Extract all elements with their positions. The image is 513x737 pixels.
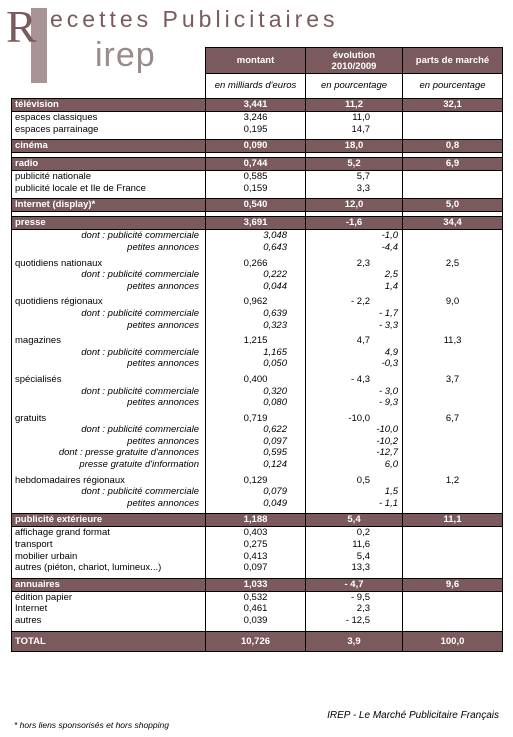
cell-evolution: 11,0 (306, 112, 403, 124)
table-row (12, 436, 503, 448)
cell-evolution: -10,0 (306, 424, 403, 436)
table-row (12, 413, 503, 425)
cell-montant: 0,275 (206, 539, 306, 551)
category-row (12, 199, 503, 212)
cell-label: petites annonces (12, 397, 206, 409)
source-text: IREP - Le Marché Publicitaire Français (327, 710, 499, 721)
cell-parts (403, 358, 503, 370)
category-row (12, 578, 503, 591)
cell-evolution: 11,6 (306, 539, 403, 551)
category-row (12, 140, 503, 153)
cell-evolution: 4,7 (306, 335, 403, 347)
cell-parts (403, 281, 503, 293)
cell-evolution: - 1,7 (306, 308, 403, 320)
cell-montant: 0,639 (206, 308, 306, 320)
table-row (12, 230, 503, 242)
cell-montant: 1,188 (206, 514, 306, 527)
cell-label: autres (12, 615, 206, 627)
cell-montant: 0,039 (206, 615, 306, 627)
cell-montant: 0,643 (206, 242, 306, 254)
cell-montant: 1,215 (206, 335, 306, 347)
cell-parts (403, 498, 503, 510)
table-row (12, 335, 503, 347)
cell-montant: 0,222 (206, 269, 306, 281)
cell-evolution: -1,0 (306, 230, 403, 242)
cell-montant: 1,033 (206, 578, 306, 591)
cell-label: spécialisés (12, 374, 206, 386)
cell-parts (403, 615, 503, 627)
cell-label: presse gratuite d'information (12, 459, 206, 471)
table-row (12, 424, 503, 436)
cell-parts (403, 242, 503, 254)
cell-parts: 3,7 (403, 374, 503, 386)
cell-evolution: 2,3 (306, 603, 403, 615)
cell-montant: 3,691 (206, 217, 306, 230)
cell-montant: 0,050 (206, 358, 306, 370)
cell-evolution: 3,9 (306, 631, 403, 651)
cell-label: mobilier urbain (12, 551, 206, 563)
table-row (12, 475, 503, 487)
cell-montant: 0,159 (206, 183, 306, 195)
cell-parts: 32,1 (403, 99, 503, 112)
cell-label: petites annonces (12, 320, 206, 332)
table-row (12, 374, 503, 386)
unit-montant: en milliards d'euros (206, 74, 306, 99)
table-row (12, 112, 503, 124)
cell-label: TOTAL (12, 631, 206, 651)
cell-montant: 0,323 (206, 320, 306, 332)
cell-label: affichage grand format (12, 527, 206, 539)
units-blank (12, 74, 206, 99)
cell-evolution: 11,2 (306, 99, 403, 112)
cell-parts: 2,5 (403, 258, 503, 270)
table-row (12, 124, 503, 136)
cell-evolution: 5,2 (306, 158, 403, 171)
cell-montant: 0,320 (206, 386, 306, 398)
cell-parts (403, 397, 503, 409)
cell-evolution: 1,4 (306, 281, 403, 293)
table-row (12, 447, 503, 459)
cell-label: petites annonces (12, 358, 206, 370)
cell-label: quotidiens régionaux (12, 296, 206, 308)
cell-label: annuaires (12, 578, 206, 591)
cell-montant: 10,726 (206, 631, 306, 651)
cell-label: hebdomadaires régionaux (12, 475, 206, 487)
table-row (12, 459, 503, 471)
table-row (12, 615, 503, 627)
page-title: ecettes Publicitaires (50, 6, 339, 32)
cell-parts: 1,2 (403, 475, 503, 487)
footnote: * hors liens sponsorisés et hors shopping (14, 720, 169, 730)
cell-label: dont : publicité commerciale (12, 269, 206, 281)
cell-montant: 0,129 (206, 475, 306, 487)
cell-evolution: -10,0 (306, 413, 403, 425)
cell-evolution: -0,3 (306, 358, 403, 370)
cell-label: gratuits (12, 413, 206, 425)
cell-montant: 3,441 (206, 99, 306, 112)
cell-parts (403, 269, 503, 281)
cell-label: espaces parrainage (12, 124, 206, 136)
cell-parts (403, 124, 503, 136)
cell-label: petites annonces (12, 436, 206, 448)
cell-label: Internet (display)* (12, 199, 206, 212)
table-row (12, 527, 503, 539)
table-row (12, 397, 503, 409)
cell-evolution: 13,3 (306, 562, 403, 574)
cell-parts (403, 447, 503, 459)
cell-label: autres (piéton, chariot, lumineux...) (12, 562, 206, 574)
cell-montant: 1,165 (206, 347, 306, 359)
cell-label: dont : presse gratuite d'annonces (12, 447, 206, 459)
category-row (12, 217, 503, 230)
cell-parts (403, 562, 503, 574)
cell-parts (403, 486, 503, 498)
cell-montant: 0,461 (206, 603, 306, 615)
table-row (12, 486, 503, 498)
cell-evolution: 2,3 (306, 258, 403, 270)
cell-evolution: 1,5 (306, 486, 403, 498)
cell-montant: 0,400 (206, 374, 306, 386)
cell-label: magazines (12, 335, 206, 347)
cell-montant: 0,044 (206, 281, 306, 293)
cell-parts (403, 320, 503, 332)
category-row (12, 158, 503, 171)
unit-parts: en pourcentage (403, 74, 503, 99)
cell-parts: 9,6 (403, 578, 503, 591)
cell-evolution: - 9,3 (306, 397, 403, 409)
cell-parts (403, 183, 503, 195)
category-row (12, 99, 503, 112)
cell-montant: 0,049 (206, 498, 306, 510)
cell-evolution: 12,0 (306, 199, 403, 212)
cell-montant: 0,403 (206, 527, 306, 539)
cell-label: transport (12, 539, 206, 551)
cell-montant: 0,744 (206, 158, 306, 171)
cell-montant: 0,962 (206, 296, 306, 308)
table-row (12, 183, 503, 195)
table-row (12, 551, 503, 563)
cell-parts (403, 308, 503, 320)
cell-label: édition papier (12, 591, 206, 603)
cell-evolution: - 4,7 (306, 578, 403, 591)
cell-parts (403, 551, 503, 563)
cell-evolution: 14,7 (306, 124, 403, 136)
cell-evolution: 0,5 (306, 475, 403, 487)
cell-montant: 3,246 (206, 112, 306, 124)
cell-montant: 0,622 (206, 424, 306, 436)
cell-parts: 9,0 (403, 296, 503, 308)
cell-label: espaces classiques (12, 112, 206, 124)
cell-parts: 11,1 (403, 514, 503, 527)
cell-parts (403, 347, 503, 359)
cell-label: Internet (12, 603, 206, 615)
category-row (12, 514, 503, 527)
cell-evolution: 6,0 (306, 459, 403, 471)
cell-evolution: - 3,3 (306, 320, 403, 332)
irep-logo: irep (95, 36, 156, 74)
cell-parts (403, 230, 503, 242)
total-row (12, 631, 503, 651)
cell-montant: 0,124 (206, 459, 306, 471)
cell-montant: 0,413 (206, 551, 306, 563)
col-header-parts: parts de marché (403, 48, 503, 74)
cell-parts (403, 603, 503, 615)
cell-montant: 0,719 (206, 413, 306, 425)
cell-evolution: 5,7 (306, 171, 403, 183)
cell-evolution: 18,0 (306, 140, 403, 153)
cell-label: publicité extérieure (12, 514, 206, 527)
table-row (12, 269, 503, 281)
table-body (12, 99, 503, 652)
cell-montant: 0,585 (206, 171, 306, 183)
cell-evolution: - 1,1 (306, 498, 403, 510)
cell-montant: 0,266 (206, 258, 306, 270)
cell-label: quotidiens nationaux (12, 258, 206, 270)
cell-montant: 0,195 (206, 124, 306, 136)
cell-montant: 0,595 (206, 447, 306, 459)
cell-label: dont : publicité commerciale (12, 486, 206, 498)
cell-montant: 3,048 (206, 230, 306, 242)
cell-label: publicité locale et Ile de France (12, 183, 206, 195)
cell-parts (403, 459, 503, 471)
cell-label: dont : publicité commerciale (12, 424, 206, 436)
cell-parts: 6,7 (403, 413, 503, 425)
cell-label: télévision (12, 99, 206, 112)
cell-evolution: 0,2 (306, 527, 403, 539)
col-header-montant: montant (206, 48, 306, 74)
cell-parts (403, 112, 503, 124)
table-row (12, 603, 503, 615)
cell-evolution: 5,4 (306, 551, 403, 563)
table-row (12, 347, 503, 359)
table-row (12, 539, 503, 551)
cell-label: presse (12, 217, 206, 230)
cell-parts (403, 539, 503, 551)
header-initial: R (6, 1, 37, 52)
cell-montant: 0,540 (206, 199, 306, 212)
cell-montant: 0,532 (206, 591, 306, 603)
cell-evolution: - 3,0 (306, 386, 403, 398)
cell-label: publicité nationale (12, 171, 206, 183)
cell-montant: 0,097 (206, 436, 306, 448)
cell-montant: 0,090 (206, 140, 306, 153)
col-header-evolution: évolution 2010/2009 (306, 48, 403, 74)
table-row (12, 296, 503, 308)
table-row (12, 242, 503, 254)
unit-evolution: en pourcentage (306, 74, 403, 99)
cell-parts: 34,4 (403, 217, 503, 230)
cell-label: petites annonces (12, 498, 206, 510)
cell-parts (403, 386, 503, 398)
cell-label: petites annonces (12, 281, 206, 293)
table-row (12, 358, 503, 370)
cell-evolution: -4,4 (306, 242, 403, 254)
table-row (12, 281, 503, 293)
cell-parts: 100,0 (403, 631, 503, 651)
table-row (12, 498, 503, 510)
cell-evolution: -12,7 (306, 447, 403, 459)
cell-evolution: -10,2 (306, 436, 403, 448)
table-row (12, 258, 503, 270)
revenue-table (11, 47, 503, 652)
cell-evolution: 5,4 (306, 514, 403, 527)
cell-parts: 6,9 (403, 158, 503, 171)
cell-evolution: - 2,2 (306, 296, 403, 308)
table-row (12, 591, 503, 603)
cell-label: dont : publicité commerciale (12, 308, 206, 320)
cell-montant: 0,080 (206, 397, 306, 409)
cell-evolution: -1,6 (306, 217, 403, 230)
cell-montant: 0,097 (206, 562, 306, 574)
table-row (12, 562, 503, 574)
cell-evolution: 2,5 (306, 269, 403, 281)
cell-label: dont : publicité commerciale (12, 347, 206, 359)
cell-parts: 5,0 (403, 199, 503, 212)
cell-parts (403, 424, 503, 436)
cell-label: cinéma (12, 140, 206, 153)
corner-cell (12, 48, 206, 74)
cell-evolution: - 9,5 (306, 591, 403, 603)
table-row (12, 171, 503, 183)
cell-montant: 0,079 (206, 486, 306, 498)
table-row (12, 320, 503, 332)
cell-label: dont : publicité commerciale (12, 386, 206, 398)
cell-label: dont : publicité commerciale (12, 230, 206, 242)
cell-evolution: - 12,5 (306, 615, 403, 627)
cell-evolution: 3,3 (306, 183, 403, 195)
cell-parts (403, 527, 503, 539)
cell-evolution: 4,9 (306, 347, 403, 359)
cell-parts: 11,3 (403, 335, 503, 347)
cell-label: radio (12, 158, 206, 171)
cell-label: petites annonces (12, 242, 206, 254)
cell-parts (403, 591, 503, 603)
cell-evolution: - 4,3 (306, 374, 403, 386)
table-row (12, 308, 503, 320)
cell-parts (403, 171, 503, 183)
table-row (12, 386, 503, 398)
cell-parts (403, 436, 503, 448)
cell-parts: 0,8 (403, 140, 503, 153)
